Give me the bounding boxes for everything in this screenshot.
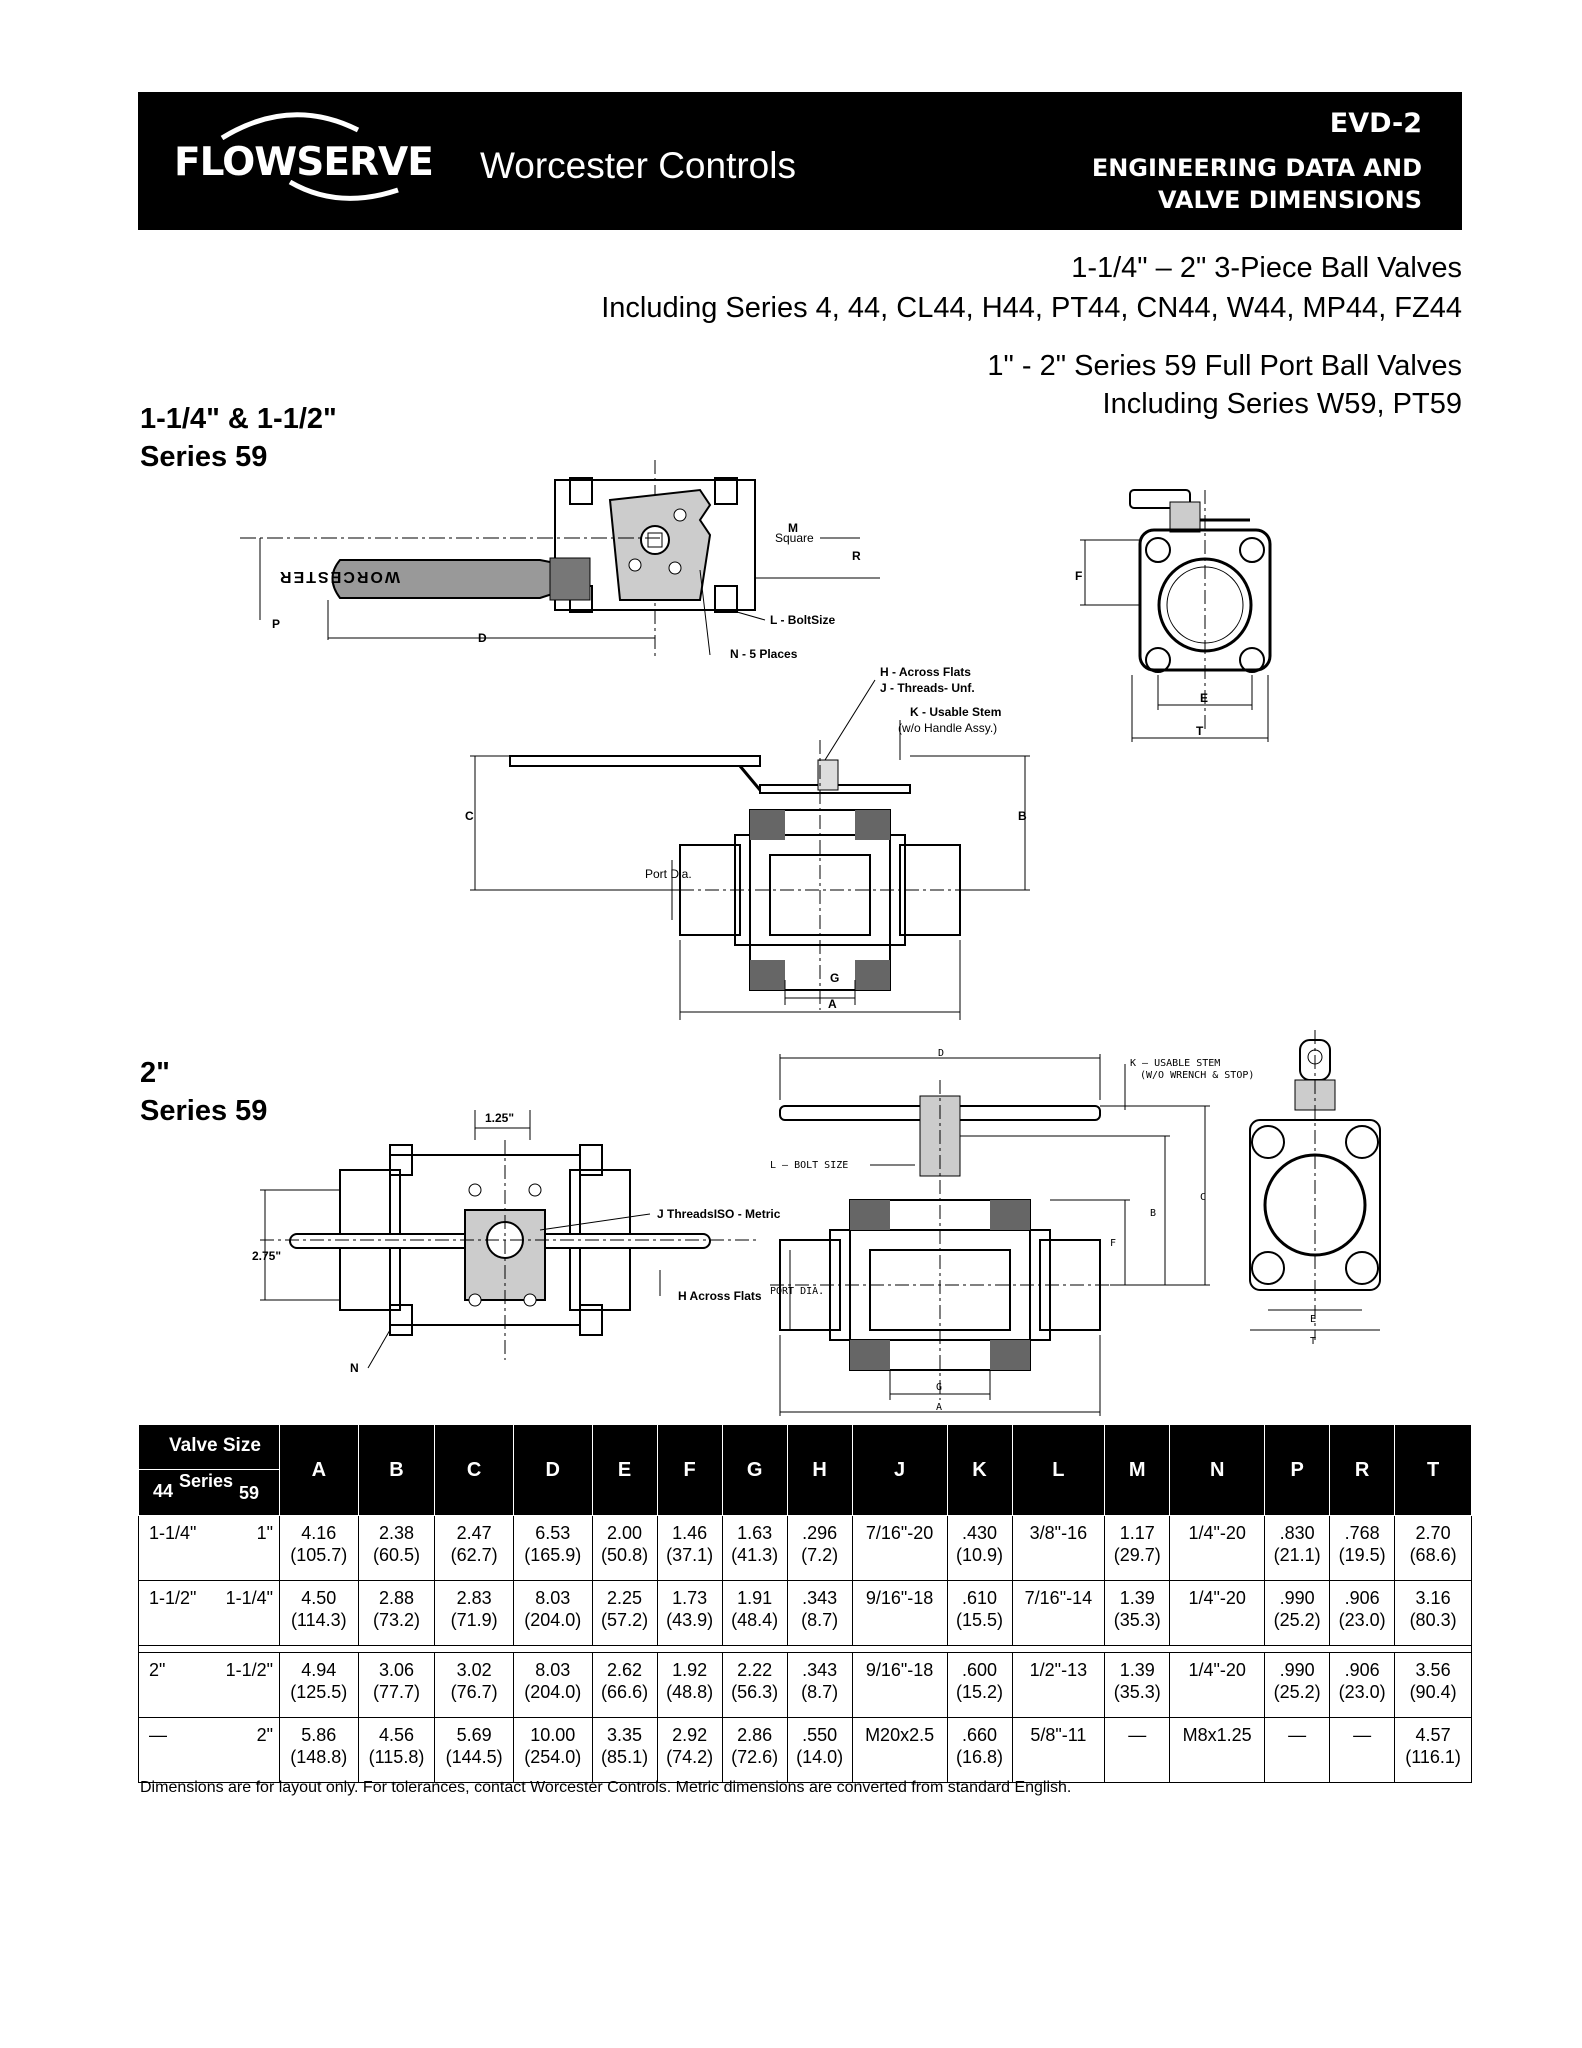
doc-title-line1: ENGINEERING DATA AND: [1091, 154, 1422, 182]
value-metric: (8.7): [801, 1610, 839, 1630]
value-imperial: 1.91: [737, 1588, 773, 1608]
value-metric: (56.3): [731, 1682, 779, 1702]
value-metric: (115.8): [368, 1747, 425, 1767]
value-imperial: 3/8"-16: [1029, 1523, 1088, 1543]
label-k2-stem: K — USABLE STEM: [1130, 1058, 1221, 1069]
value-imperial: 5.69: [456, 1725, 492, 1745]
value-imperial: .990: [1279, 1588, 1315, 1608]
diagram2-end-view: [1240, 1030, 1400, 1350]
value-imperial: 1.46: [672, 1523, 708, 1543]
label-e: E: [1200, 691, 1209, 705]
cell-c: [435, 1718, 514, 1783]
value-metric: (204.0): [524, 1610, 582, 1630]
cell-c: [435, 1581, 514, 1646]
value-imperial: —: [1128, 1725, 1147, 1745]
label-f: F: [1075, 569, 1083, 583]
cell-r: [1330, 1516, 1395, 1581]
diagram2-side-view: [770, 1040, 1270, 1420]
header-banner: [138, 92, 1462, 230]
value-imperial: 3.35: [607, 1725, 643, 1745]
value-metric: (15.5): [956, 1610, 1004, 1630]
value-metric: (165.9): [524, 1545, 582, 1565]
value-imperial: 9/16"-18: [865, 1588, 934, 1608]
col-a: A: [280, 1425, 359, 1516]
subtitle-line1: 1-1/4" – 2" 3-Piece Ball Valves: [1071, 252, 1462, 284]
value-metric: (71.9): [450, 1610, 498, 1630]
valve-size-cell: [139, 1718, 280, 1783]
value-metric: (66.6): [601, 1682, 649, 1702]
cell-h: [787, 1653, 852, 1718]
cell-n: [1170, 1718, 1265, 1783]
value-metric: (23.0): [1338, 1610, 1386, 1630]
series-44-label: 44: [153, 1481, 174, 1501]
value-metric: (116.1): [1405, 1747, 1461, 1767]
table-separator: [139, 1646, 1472, 1653]
cell-d: [513, 1653, 592, 1718]
size-59: 1": [256, 1523, 273, 1543]
value-imperial: .610: [962, 1588, 998, 1608]
cell-j: [852, 1718, 947, 1783]
value-imperial: 1.39: [1119, 1588, 1155, 1608]
label-2-75: 2.75": [252, 1249, 282, 1263]
cell-j: [852, 1581, 947, 1646]
cell-r: [1330, 1653, 1395, 1718]
label-n2: N: [350, 1361, 359, 1375]
value-metric: (68.6): [1409, 1545, 1457, 1565]
cell-p: [1265, 1718, 1330, 1783]
size-59: 1-1/4": [225, 1588, 273, 1608]
cell-f: [657, 1581, 722, 1646]
subtitle-line2: Including Series 4, 44, CL44, H44, PT44, CN44, W44, MP44, FZ44: [601, 292, 1462, 324]
label-b: B: [1018, 809, 1027, 823]
value-imperial: .906: [1344, 1660, 1380, 1680]
value-imperial: .343: [802, 1588, 838, 1608]
value-imperial: 2.83: [456, 1588, 492, 1608]
label-f2: F: [1110, 1238, 1117, 1249]
cell-b: [358, 1718, 435, 1783]
value-metric: (50.8): [601, 1545, 649, 1565]
value-imperial: 4.16: [301, 1523, 337, 1543]
col-p: P: [1265, 1425, 1330, 1516]
cell-m: [1105, 1516, 1170, 1581]
cell-t: [1395, 1516, 1472, 1581]
value-imperial: 4.56: [378, 1725, 414, 1745]
cell-h: [787, 1516, 852, 1581]
value-imperial: 3.56: [1415, 1660, 1451, 1680]
value-imperial: M20x2.5: [865, 1725, 935, 1745]
table-body: [139, 1516, 1472, 1783]
value-imperial: .343: [802, 1660, 838, 1680]
cell-n: [1170, 1516, 1265, 1581]
value-metric: (105.7): [290, 1545, 348, 1565]
size-59: 1-1/2": [225, 1660, 273, 1680]
value-metric: (48.4): [731, 1610, 779, 1630]
label-b2: B: [1150, 1208, 1157, 1219]
cell-h: [787, 1718, 852, 1783]
cell-d: [513, 1516, 592, 1581]
cell-p: [1265, 1581, 1330, 1646]
cell-m: [1105, 1581, 1170, 1646]
table-header-row: [139, 1425, 1472, 1516]
value-imperial: 1/4"-20: [1188, 1660, 1246, 1680]
value-metric: (60.5): [372, 1545, 420, 1565]
cell-k: [947, 1718, 1012, 1783]
value-metric: (77.7): [372, 1682, 420, 1702]
label-e2: E: [1310, 1314, 1317, 1325]
value-imperial: 8.03: [535, 1660, 571, 1680]
cell-d: [513, 1718, 592, 1783]
section2-line2: Series 59: [140, 1095, 268, 1127]
label-m: M: [788, 521, 798, 535]
label-bolt2: L — BOLT SIZE: [770, 1160, 849, 1171]
value-metric: (90.4): [1409, 1682, 1457, 1702]
label-d: D: [478, 631, 487, 645]
col-r: R: [1330, 1425, 1395, 1516]
footnote: Dimensions are for layout only. For tolerances, contact Worcester Controls. Metric dimensions are converted from standard English.: [140, 1779, 1072, 1796]
value-imperial: 5/8"-11: [1030, 1725, 1087, 1745]
subtitle-line3: 1" - 2" Series 59 Full Port Ball Valves: [987, 350, 1462, 382]
value-metric: (114.3): [290, 1610, 347, 1630]
value-imperial: M8x1.25: [1182, 1725, 1252, 1745]
col-g: G: [722, 1425, 787, 1516]
cell-a: [280, 1653, 359, 1718]
cell-a: [280, 1516, 359, 1581]
value-imperial: 7/16"-20: [865, 1523, 934, 1543]
col-t: T: [1395, 1425, 1472, 1516]
cell-n: [1170, 1581, 1265, 1646]
cell-r: [1330, 1718, 1395, 1783]
col-e: E: [592, 1425, 657, 1516]
label-a2: A: [936, 1402, 943, 1413]
value-metric: (19.5): [1338, 1545, 1386, 1565]
col-d: D: [513, 1425, 592, 1516]
size-44: 2": [149, 1660, 166, 1680]
value-imperial: 4.94: [301, 1660, 337, 1680]
section1-line2: Series 59: [140, 441, 268, 473]
value-imperial: 2.88: [378, 1588, 414, 1608]
cell-g: [722, 1653, 787, 1718]
cell-b: [358, 1653, 435, 1718]
cell-j: [852, 1653, 947, 1718]
subtitle-line4: Including Series W59, PT59: [1102, 388, 1462, 420]
value-imperial: 10.00: [530, 1725, 576, 1745]
value-imperial: 3.16: [1415, 1588, 1451, 1608]
valve-size-cell: [139, 1653, 280, 1718]
doc-title-line2: VALVE DIMENSIONS: [1157, 186, 1422, 214]
label-g: G: [830, 971, 840, 985]
dimensions-table: [138, 1424, 1472, 1783]
cell-c: [435, 1653, 514, 1718]
cell-l: [1012, 1718, 1105, 1783]
label-port2: PORT DIA.: [770, 1286, 825, 1297]
cell-a: [280, 1581, 359, 1646]
value-imperial: 3.02: [456, 1660, 492, 1680]
value-imperial: 9/16"-18: [865, 1660, 934, 1680]
value-metric: (37.1): [666, 1545, 714, 1565]
cell-c: [435, 1516, 514, 1581]
value-imperial: .990: [1279, 1660, 1315, 1680]
value-imperial: 5.86: [301, 1725, 337, 1745]
cell-g: [722, 1718, 787, 1783]
size-44: 1-1/4": [149, 1523, 197, 1543]
cell-l: [1012, 1653, 1105, 1718]
cell-e: [592, 1581, 657, 1646]
cell-p: [1265, 1516, 1330, 1581]
label-k-stem: K - Usable Stem: [910, 705, 1002, 719]
label-n: N - 5 Places: [730, 647, 798, 661]
cell-p: [1265, 1653, 1330, 1718]
label-c2: C: [1200, 1192, 1207, 1203]
cell-m: [1105, 1653, 1170, 1718]
value-metric: (10.9): [956, 1545, 1004, 1565]
value-imperial: 1/2"-13: [1029, 1660, 1088, 1680]
value-metric: (14.0): [796, 1747, 844, 1767]
value-imperial: 2.00: [607, 1523, 643, 1543]
cell-b: [358, 1516, 435, 1581]
value-metric: (23.0): [1338, 1682, 1386, 1702]
cell-b: [358, 1581, 435, 1646]
cell-a: [280, 1718, 359, 1783]
cell-g: [722, 1516, 787, 1581]
section1-line1: 1-1/4" & 1-1/2": [140, 403, 337, 435]
diagram1-top-view: [240, 460, 900, 670]
label-bolt: L - BoltSize: [770, 613, 836, 627]
cell-t: [1395, 1718, 1472, 1783]
value-metric: (43.9): [666, 1610, 714, 1630]
value-imperial: .830: [1279, 1523, 1315, 1543]
label-port: Port Dia.: [645, 867, 692, 881]
cell-r: [1330, 1581, 1395, 1646]
value-imperial: .906: [1344, 1588, 1380, 1608]
value-metric: (62.7): [450, 1545, 498, 1565]
value-imperial: .430: [962, 1523, 998, 1543]
label-c: C: [465, 809, 474, 823]
col-k: K: [947, 1425, 1012, 1516]
table-row: [139, 1718, 1472, 1783]
label-d2: D: [938, 1048, 945, 1059]
diagram1-side-view: [450, 660, 1070, 1020]
label-square: Square: [775, 531, 814, 545]
value-imperial: —: [1288, 1725, 1307, 1745]
logo-swoosh-bottom-icon: [288, 180, 408, 206]
cell-k: [947, 1653, 1012, 1718]
value-imperial: 2.70: [1415, 1523, 1451, 1543]
value-metric: (76.7): [450, 1682, 498, 1702]
cell-f: [657, 1516, 722, 1581]
cell-l: [1012, 1516, 1105, 1581]
cell-e: [592, 1653, 657, 1718]
col-c: C: [435, 1425, 514, 1516]
value-metric: (148.8): [290, 1747, 348, 1767]
value-imperial: 1.17: [1119, 1523, 1155, 1543]
cell-h: [787, 1581, 852, 1646]
value-metric: (85.1): [601, 1747, 649, 1767]
value-imperial: 7/16"-14: [1024, 1588, 1093, 1608]
label-j-iso: J ThreadsISO - Metric: [657, 1207, 781, 1221]
value-metric: (25.2): [1273, 1610, 1321, 1630]
value-metric: (25.2): [1273, 1682, 1321, 1702]
size-44: 1-1/2": [149, 1588, 197, 1608]
cell-f: [657, 1653, 722, 1718]
value-imperial: 2.86: [737, 1725, 773, 1745]
value-metric: (41.3): [731, 1545, 779, 1565]
value-imperial: 1.63: [737, 1523, 773, 1543]
value-metric: (16.8): [956, 1747, 1004, 1767]
label-j-threads: J - Threads- Unf.: [880, 681, 975, 695]
label-r: R: [852, 549, 861, 563]
valve-size-cell: [139, 1581, 280, 1646]
value-metric: (35.3): [1113, 1610, 1161, 1630]
value-imperial: 1.92: [672, 1660, 708, 1680]
section2-line1: 2": [140, 1057, 170, 1089]
value-imperial: 8.03: [535, 1588, 571, 1608]
value-imperial: 4.50: [301, 1588, 337, 1608]
cell-k: [947, 1516, 1012, 1581]
division-name: Worcester Controls: [480, 145, 796, 186]
cell-k: [947, 1581, 1012, 1646]
value-metric: (254.0): [524, 1747, 582, 1767]
value-imperial: 2.22: [737, 1660, 773, 1680]
value-imperial: .550: [802, 1725, 838, 1745]
value-imperial: .600: [962, 1660, 998, 1680]
value-metric: (7.2): [801, 1545, 839, 1565]
value-metric: (80.3): [1409, 1610, 1457, 1630]
valve-size-label: Valve Size: [169, 1435, 261, 1456]
value-metric: (204.0): [524, 1682, 582, 1702]
cell-t: [1395, 1581, 1472, 1646]
col-n: N: [1170, 1425, 1265, 1516]
cell-e: [592, 1718, 657, 1783]
value-imperial: 2.25: [607, 1588, 643, 1608]
header-valve-size: [139, 1425, 280, 1516]
value-metric: (125.5): [290, 1682, 348, 1702]
size-59: 2": [256, 1725, 273, 1745]
cell-t: [1395, 1653, 1472, 1718]
diagram1-end-view: [1060, 480, 1290, 750]
value-metric: (48.8): [666, 1682, 714, 1702]
cell-l: [1012, 1581, 1105, 1646]
value-metric: (15.2): [956, 1682, 1004, 1702]
value-imperial: .660: [962, 1725, 998, 1745]
value-metric: (74.2): [666, 1747, 714, 1767]
value-imperial: 2.62: [607, 1660, 643, 1680]
table-row: [139, 1516, 1472, 1581]
cell-n: [1170, 1653, 1265, 1718]
size-44: —: [149, 1725, 167, 1745]
col-l: L: [1012, 1425, 1105, 1516]
value-metric: (21.1): [1273, 1545, 1321, 1565]
col-j: J: [852, 1425, 947, 1516]
value-imperial: 1/4"-20: [1188, 1588, 1246, 1608]
value-imperial: 3.06: [378, 1660, 414, 1680]
cell-g: [722, 1581, 787, 1646]
label-h-flats2: H Across Flats: [678, 1289, 762, 1303]
label-k-note: (w/o Handle Assy.): [898, 721, 998, 735]
value-metric: (73.2): [372, 1610, 420, 1630]
label-h-flats: H - Across Flats: [880, 665, 971, 679]
value-metric: (29.7): [1113, 1545, 1161, 1565]
value-imperial: .296: [802, 1523, 838, 1543]
label-k2-note: (W/O WRENCH & STOP): [1140, 1070, 1255, 1081]
doc-id: EVD-2: [1329, 108, 1422, 139]
value-imperial: 2.47: [456, 1523, 492, 1543]
col-h: H: [787, 1425, 852, 1516]
value-imperial: —: [1353, 1725, 1372, 1745]
label-a: A: [828, 997, 837, 1011]
table-row: [139, 1653, 1472, 1718]
value-imperial: 1/4"-20: [1188, 1523, 1246, 1543]
valve-size-cell: [139, 1516, 280, 1581]
cell-j: [852, 1516, 947, 1581]
value-metric: (35.3): [1113, 1682, 1161, 1702]
value-imperial: 6.53: [535, 1523, 571, 1543]
cell-e: [592, 1516, 657, 1581]
value-imperial: 2.92: [672, 1725, 708, 1745]
handle-brand-label: WORCESTER: [278, 568, 400, 585]
col-b: B: [358, 1425, 435, 1516]
value-imperial: 1.73: [672, 1588, 708, 1608]
label-g2: G: [936, 1382, 943, 1393]
value-metric: (57.2): [601, 1610, 649, 1630]
series-label: Series: [179, 1471, 234, 1491]
diagram2-top-view: [240, 1100, 800, 1380]
value-metric: (8.7): [801, 1682, 839, 1702]
value-imperial: 4.57: [1415, 1725, 1451, 1745]
label-1-25: 1.25": [485, 1111, 515, 1125]
col-f: F: [657, 1425, 722, 1516]
cell-m: [1105, 1718, 1170, 1783]
value-metric: (144.5): [445, 1747, 503, 1767]
label-t: T: [1196, 724, 1204, 738]
logo-swoosh-top-icon: [220, 106, 360, 140]
brand-logo: FLOWSERVE: [174, 140, 433, 185]
value-imperial: 2.38: [378, 1523, 414, 1543]
separator-cell: [139, 1646, 1472, 1653]
label-t2: T: [1310, 1336, 1317, 1347]
value-metric: (72.6): [731, 1747, 779, 1767]
value-imperial: 1.39: [1119, 1660, 1155, 1680]
label-p: P: [272, 617, 281, 631]
table-row: [139, 1581, 1472, 1646]
cell-f: [657, 1718, 722, 1783]
cell-d: [513, 1581, 592, 1646]
col-m: M: [1105, 1425, 1170, 1516]
value-imperial: .768: [1344, 1523, 1380, 1543]
series-59-label: 59: [239, 1483, 260, 1503]
